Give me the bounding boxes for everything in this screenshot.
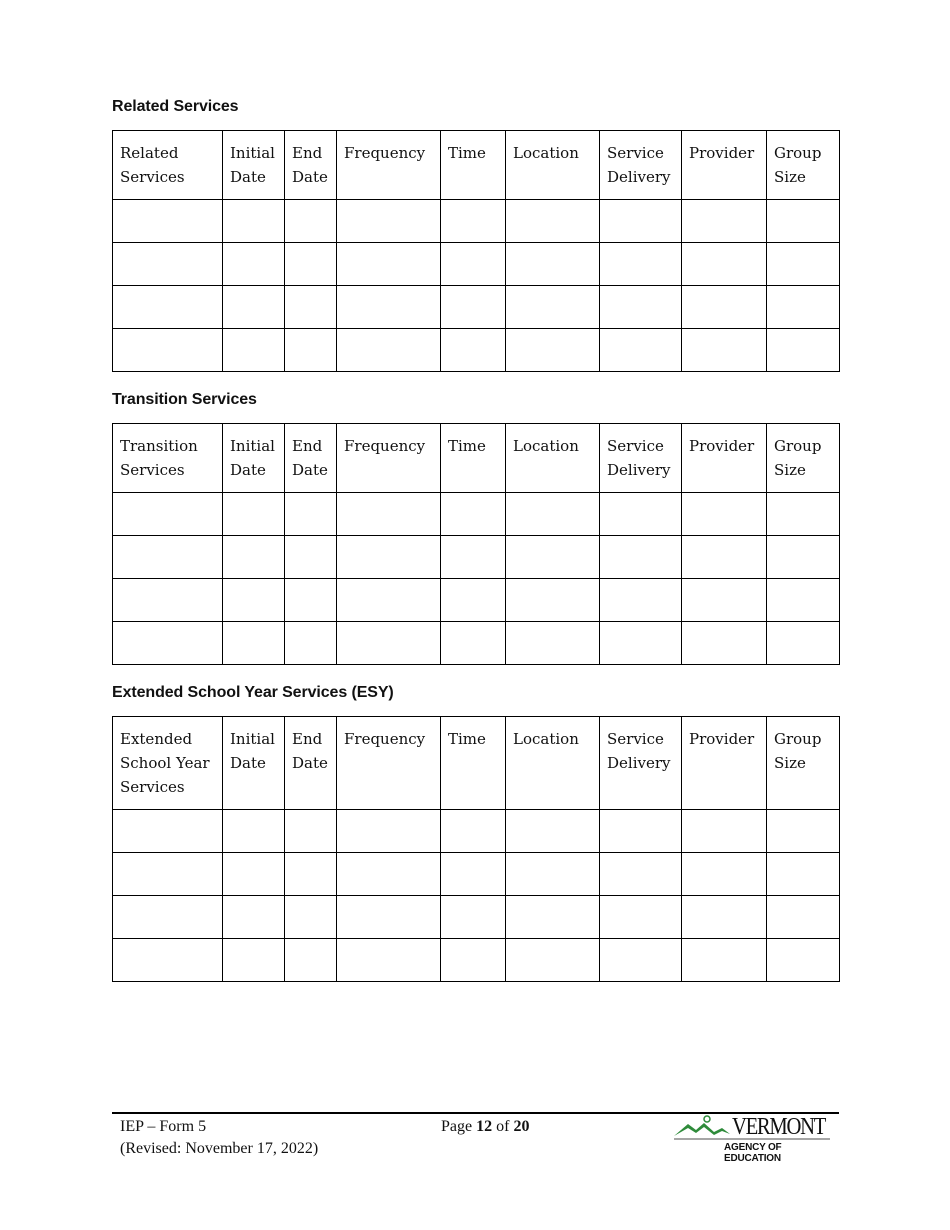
table-cell[interactable] <box>285 896 337 939</box>
table-cell[interactable] <box>600 579 682 622</box>
table-body <box>113 810 840 982</box>
page-current: 12 <box>476 1118 493 1135</box>
table-cell[interactable] <box>113 853 223 896</box>
page-mid: of <box>492 1118 514 1135</box>
column-header-end-date: End Date <box>285 131 337 200</box>
table-cell[interactable] <box>600 939 682 982</box>
column-header-end-date: End Date <box>285 717 337 810</box>
table-row <box>113 810 840 853</box>
table-cell[interactable] <box>113 810 223 853</box>
footer-revision-date: (Revised: November 17, 2022) <box>120 1140 319 1157</box>
table-cell[interactable] <box>223 243 285 286</box>
table-cell[interactable] <box>682 810 767 853</box>
table-cell[interactable] <box>337 810 441 853</box>
table-cell[interactable] <box>506 329 600 372</box>
table-cell[interactable] <box>767 896 840 939</box>
table-cell[interactable] <box>506 896 600 939</box>
column-header-time: Time <box>441 424 506 493</box>
table-cell[interactable] <box>600 243 682 286</box>
column-header-frequency: Frequency <box>337 717 441 810</box>
table-cell[interactable] <box>337 579 441 622</box>
table-body <box>113 200 840 372</box>
page-prefix: Page <box>441 1118 477 1135</box>
column-header-group-size: Group Size <box>767 717 840 810</box>
table-cell[interactable] <box>337 200 441 243</box>
table-cell[interactable] <box>441 536 506 579</box>
esy-services-table <box>112 716 840 982</box>
table-cell[interactable] <box>682 579 767 622</box>
table-cell[interactable] <box>223 622 285 665</box>
table-cell[interactable] <box>285 329 337 372</box>
table-cell[interactable] <box>441 493 506 536</box>
table-cell[interactable] <box>223 329 285 372</box>
table-cell[interactable] <box>223 493 285 536</box>
table-cell[interactable] <box>223 200 285 243</box>
column-header-initial-date: Initial Date <box>223 131 285 200</box>
column-header-service: Related Services <box>113 131 223 200</box>
table-cell[interactable] <box>600 536 682 579</box>
table-cell[interactable] <box>337 329 441 372</box>
table-cell[interactable] <box>113 622 223 665</box>
table-cell[interactable] <box>767 329 840 372</box>
table-cell[interactable] <box>285 939 337 982</box>
column-header-frequency: Frequency <box>337 131 441 200</box>
table-cell[interactable] <box>682 329 767 372</box>
table-cell[interactable] <box>600 896 682 939</box>
table-cell[interactable] <box>767 286 840 329</box>
table-header-row <box>113 131 840 200</box>
table-row <box>113 896 840 939</box>
table-row <box>113 329 840 372</box>
table-cell[interactable] <box>337 853 441 896</box>
table-row <box>113 853 840 896</box>
table-cell[interactable] <box>223 939 285 982</box>
table-cell[interactable] <box>285 243 337 286</box>
table-cell[interactable] <box>337 286 441 329</box>
table-cell[interactable] <box>441 200 506 243</box>
column-header-location: Location <box>506 131 600 200</box>
table-row <box>113 536 840 579</box>
table-cell[interactable] <box>337 493 441 536</box>
table-cell[interactable] <box>337 622 441 665</box>
section-heading-esy-services: Extended School Year Services (ESY) <box>112 684 394 701</box>
table-cell[interactable] <box>285 622 337 665</box>
table-cell[interactable] <box>113 896 223 939</box>
table-cell[interactable] <box>285 536 337 579</box>
table-body <box>113 493 840 665</box>
table-row <box>113 286 840 329</box>
column-header-group-size: Group Size <box>767 131 840 200</box>
table-header-row <box>113 424 840 493</box>
table-cell[interactable] <box>506 200 600 243</box>
column-header-provider: Provider <box>682 131 767 200</box>
table-cell[interactable] <box>441 810 506 853</box>
table-cell[interactable] <box>506 810 600 853</box>
table-cell[interactable] <box>767 200 840 243</box>
table-cell[interactable] <box>285 286 337 329</box>
table-cell[interactable] <box>600 810 682 853</box>
column-header-provider: Provider <box>682 717 767 810</box>
column-header-service-delivery: Service Delivery <box>600 717 682 810</box>
table-cell[interactable] <box>506 939 600 982</box>
table-cell[interactable] <box>600 853 682 896</box>
table-cell[interactable] <box>441 896 506 939</box>
table-cell[interactable] <box>767 493 840 536</box>
column-header-time: Time <box>441 717 506 810</box>
column-header-location: Location <box>506 424 600 493</box>
table-cell[interactable] <box>223 579 285 622</box>
table-row <box>113 622 840 665</box>
column-header-end-date: End Date <box>285 424 337 493</box>
table-row <box>113 493 840 536</box>
table-cell[interactable] <box>223 853 285 896</box>
table-cell[interactable] <box>441 622 506 665</box>
table-cell[interactable] <box>441 243 506 286</box>
table-cell[interactable] <box>113 493 223 536</box>
table-row <box>113 243 840 286</box>
table-cell[interactable] <box>600 286 682 329</box>
table-cell[interactable] <box>113 329 223 372</box>
table-cell[interactable] <box>682 286 767 329</box>
table-cell[interactable] <box>600 200 682 243</box>
table-cell[interactable] <box>441 286 506 329</box>
table-cell[interactable] <box>337 243 441 286</box>
table-cell[interactable] <box>682 200 767 243</box>
footer-page-number <box>441 1116 529 1138</box>
footer-form-id: IEP – Form 5 <box>120 1118 207 1135</box>
table-cell[interactable] <box>600 622 682 665</box>
logo-subtitle: AGENCY OF EDUCATION <box>724 1142 782 1164</box>
column-header-service-delivery: Service Delivery <box>600 424 682 493</box>
table-cell[interactable] <box>113 579 223 622</box>
table-cell[interactable] <box>767 579 840 622</box>
table-cell[interactable] <box>682 622 767 665</box>
table-cell[interactable] <box>506 622 600 665</box>
column-header-service: Extended School Year Services <box>113 717 223 810</box>
table-cell[interactable] <box>113 286 223 329</box>
table-cell[interactable] <box>285 200 337 243</box>
table-cell[interactable] <box>285 579 337 622</box>
column-header-frequency: Frequency <box>337 424 441 493</box>
table-cell[interactable] <box>682 896 767 939</box>
table-cell[interactable] <box>682 939 767 982</box>
table-cell[interactable] <box>767 622 840 665</box>
table-cell[interactable] <box>441 579 506 622</box>
table-cell[interactable] <box>767 536 840 579</box>
table-cell[interactable] <box>285 853 337 896</box>
table-cell[interactable] <box>600 329 682 372</box>
table-cell[interactable] <box>767 810 840 853</box>
table-cell[interactable] <box>337 536 441 579</box>
vermont-aoe-logo <box>672 1114 832 1164</box>
table-cell[interactable] <box>506 493 600 536</box>
section-heading-transition-services: Transition Services <box>112 391 257 408</box>
table-cell[interactable] <box>682 493 767 536</box>
column-header-provider: Provider <box>682 424 767 493</box>
table-cell[interactable] <box>285 493 337 536</box>
table-cell[interactable] <box>682 243 767 286</box>
table-cell[interactable] <box>113 939 223 982</box>
table-cell[interactable] <box>506 536 600 579</box>
table-header-row <box>113 717 840 810</box>
table-cell[interactable] <box>285 810 337 853</box>
transition-services-table <box>112 423 840 665</box>
section-heading-related-services: Related Services <box>112 98 239 115</box>
logo-wordmark: VERMONT <box>732 1114 826 1140</box>
table-row <box>113 200 840 243</box>
table-row <box>113 939 840 982</box>
table-cell[interactable] <box>223 536 285 579</box>
table-cell[interactable] <box>506 243 600 286</box>
table-cell[interactable] <box>441 853 506 896</box>
table-cell[interactable] <box>682 536 767 579</box>
table-cell[interactable] <box>767 243 840 286</box>
column-header-service-delivery: Service Delivery <box>600 131 682 200</box>
table-cell[interactable] <box>682 853 767 896</box>
table-cell[interactable] <box>441 939 506 982</box>
table-cell[interactable] <box>223 286 285 329</box>
table-cell[interactable] <box>223 810 285 853</box>
table-cell[interactable] <box>767 939 840 982</box>
page-total: 20 <box>513 1118 530 1135</box>
column-header-initial-date: Initial Date <box>223 424 285 493</box>
column-header-service: Transition Services <box>113 424 223 493</box>
table-cell[interactable] <box>600 493 682 536</box>
table-cell[interactable] <box>113 243 223 286</box>
table-cell[interactable] <box>506 286 600 329</box>
table-cell[interactable] <box>441 329 506 372</box>
table-cell[interactable] <box>767 853 840 896</box>
column-header-initial-date: Initial Date <box>223 717 285 810</box>
column-header-time: Time <box>441 131 506 200</box>
table-cell[interactable] <box>113 200 223 243</box>
related-services-table <box>112 130 840 372</box>
table-cell[interactable] <box>113 536 223 579</box>
table-cell[interactable] <box>337 939 441 982</box>
column-header-group-size: Group Size <box>767 424 840 493</box>
column-header-location: Location <box>506 717 600 810</box>
table-cell[interactable] <box>337 896 441 939</box>
table-cell[interactable] <box>223 896 285 939</box>
table-row <box>113 579 840 622</box>
table-cell[interactable] <box>506 853 600 896</box>
table-cell[interactable] <box>506 579 600 622</box>
